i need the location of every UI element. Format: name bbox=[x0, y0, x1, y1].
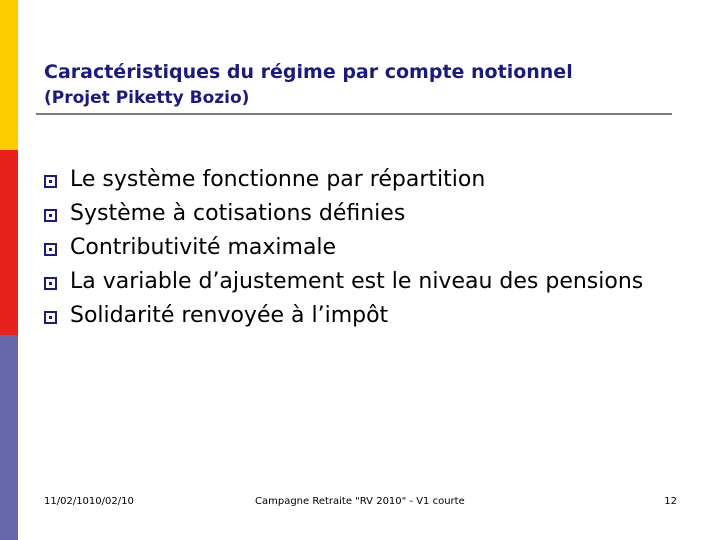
slide-subtitle: (Projet Piketty Bozio) bbox=[44, 88, 250, 108]
square-bullet-icon bbox=[44, 277, 57, 290]
square-bullet-icon bbox=[44, 209, 57, 222]
bullet-text: La variable d’ajustement est le niveau des pensions bbox=[70, 269, 644, 294]
footer-page-number: 12 bbox=[664, 496, 677, 507]
title-divider bbox=[36, 113, 672, 115]
side-bar-yellow bbox=[0, 0, 18, 150]
bullet-text: Contributivité maximale bbox=[70, 235, 337, 260]
bullet-item bbox=[44, 199, 644, 228]
side-bar-blue bbox=[0, 335, 18, 540]
square-bullet-icon bbox=[44, 243, 57, 256]
square-bullet-icon bbox=[44, 175, 57, 188]
footer-date: 11/02/1010/02/10 bbox=[44, 496, 134, 507]
bullet-item bbox=[44, 301, 644, 330]
bullet-item bbox=[44, 165, 644, 194]
side-bar-red bbox=[0, 150, 18, 335]
bullet-text: Système à cotisations définies bbox=[70, 201, 406, 226]
bullet-list bbox=[44, 165, 644, 335]
bullet-item bbox=[44, 267, 644, 296]
footer-center-text: Campagne Retraite "RV 2010" - V1 courte bbox=[255, 496, 465, 507]
bullet-item bbox=[44, 233, 644, 262]
slide-title: Caractéristiques du régime par compte notionnel bbox=[44, 61, 573, 83]
bullet-text: Solidarité renvoyée à l’impôt bbox=[70, 303, 389, 328]
square-bullet-icon bbox=[44, 311, 57, 324]
bullet-text: Le système fonctionne par répartition bbox=[70, 167, 486, 192]
